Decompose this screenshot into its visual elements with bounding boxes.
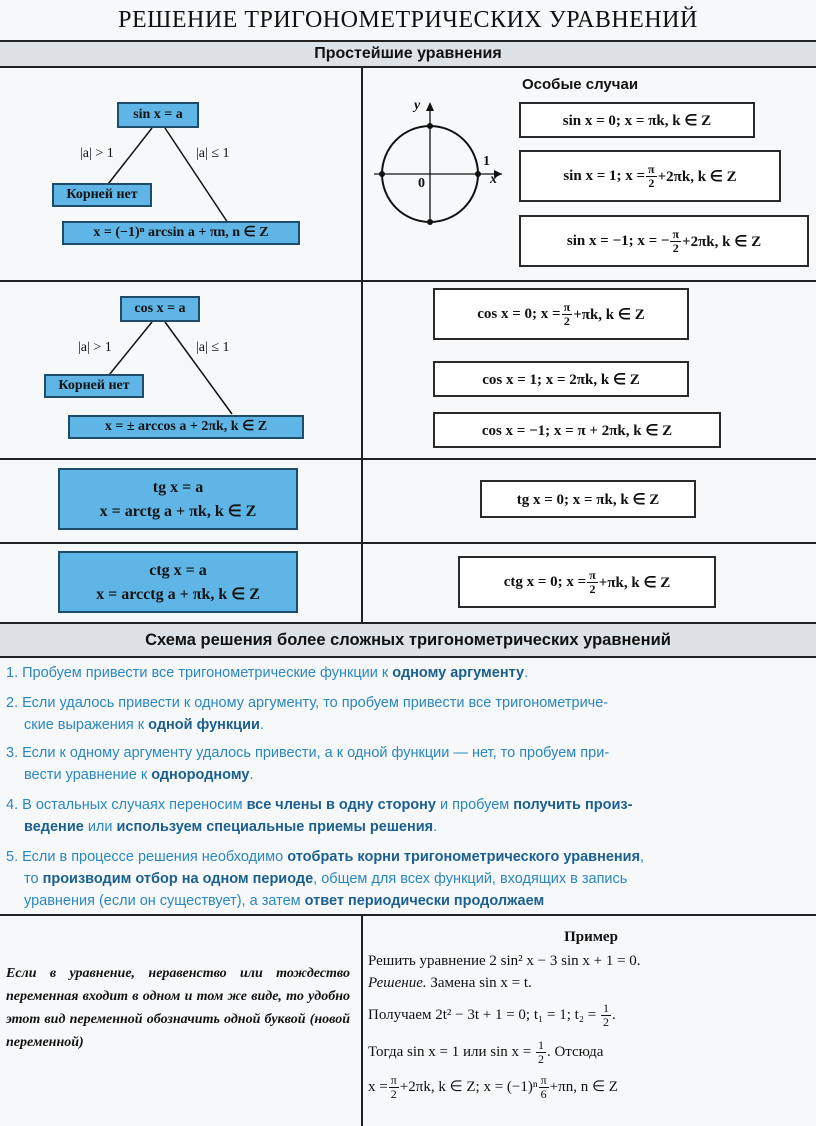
tg-equation: tg x = a xyxy=(152,479,204,496)
step-line xyxy=(6,714,806,736)
step-text: вести уравнение к xyxy=(24,767,152,783)
step-5 xyxy=(6,846,806,912)
example-text: Получаем 2t² − 3t + 1 = 0; t₁ = 1; t₂ = xyxy=(368,1006,597,1023)
y-axis-label: y xyxy=(414,98,421,113)
step-text: 3. Если к одному аргументу удалось привести, а к одной функции — нет, то пробуем при- xyxy=(6,745,610,761)
divider xyxy=(0,656,816,658)
sin-special-1-right: +2πk, k ∈ Z xyxy=(657,168,737,185)
one-label: 1 xyxy=(483,154,490,169)
cos-special-minus1 xyxy=(433,412,721,448)
tg-special xyxy=(480,480,696,518)
ctg-equation: ctg x = a xyxy=(149,562,207,579)
fraction xyxy=(536,1039,546,1066)
cos-special-minus1-text: cos x = −1; x = π + 2πk, k ∈ Z xyxy=(481,422,673,439)
step-text: или xyxy=(83,819,117,835)
step-text: . xyxy=(433,819,438,835)
step-text: уравнения (если он существует), а затем xyxy=(24,893,305,909)
column-divider xyxy=(361,914,363,1126)
step-emphasis: ведение xyxy=(24,819,84,835)
step-text: то xyxy=(24,871,43,887)
fraction-denominator: 2 xyxy=(672,240,679,255)
fraction xyxy=(601,1002,611,1029)
cos-special-1-text: cos x = 1; x = 2πk, k ∈ Z xyxy=(482,371,640,388)
sin-special-1-left: sin x = 1; x = xyxy=(563,167,646,184)
cos-right-condition: |a| ≤ 1 xyxy=(196,340,230,355)
example-line-5 xyxy=(368,1074,814,1101)
step-1 xyxy=(6,662,806,684)
sin-special-0 xyxy=(519,102,755,138)
step-text: , xyxy=(640,849,645,865)
step-emphasis: отобрать корни тригонометрического уравнения xyxy=(287,849,641,865)
fraction xyxy=(539,1074,549,1101)
fraction-numerator: π xyxy=(563,299,571,314)
example-line-3 xyxy=(368,1002,814,1029)
step-emphasis: используем специальные приемы решения xyxy=(116,819,434,835)
sin-tree-lines xyxy=(0,66,361,280)
fraction xyxy=(562,301,573,328)
section-heading-scheme: Схема решения более сложных тригонометрических уравнений xyxy=(0,624,816,656)
fraction xyxy=(670,228,681,255)
step-text: ские выражения к xyxy=(24,717,149,733)
fraction-denominator: 2 xyxy=(390,1087,397,1101)
page-title: РЕШЕНИЕ ТРИГОНОМЕТРИЧЕСКИХ УРАВНЕНИЙ xyxy=(118,7,698,33)
sin-special-minus1-left: sin x = −1; x = − xyxy=(566,232,670,249)
ctg-special xyxy=(458,556,716,608)
ctg-solution: x = arcctg a + πk, k ∈ Z xyxy=(96,586,260,603)
fraction-numerator: π xyxy=(540,1073,547,1087)
step-emphasis: одной функции xyxy=(148,717,260,733)
sin-right-condition: |a| ≤ 1 xyxy=(196,146,230,161)
step-emphasis: однородному xyxy=(151,767,250,783)
step-text: , общем для всех функций, входящих в запись xyxy=(313,871,628,887)
x-axis-label: x xyxy=(490,172,497,187)
divider xyxy=(0,458,816,460)
step-text: . xyxy=(249,767,254,783)
special-cases-title: Особые случаи xyxy=(522,76,639,93)
section-heading-simple: Простейшие уравнения xyxy=(0,42,816,66)
cos-no-roots-box: Корней нет xyxy=(44,374,144,398)
step-line xyxy=(6,794,806,816)
cos-solution-box: x = ± arccos a + 2πk, k ∈ Z xyxy=(68,415,304,439)
step-text: 2. Если удалось привести к одному аргументу, то пробуем привести все тригонометриче- xyxy=(6,695,609,711)
ctg-special-left: ctg x = 0; x = xyxy=(503,573,587,590)
step-emphasis: все члены в одну сторону xyxy=(246,797,436,813)
example-text: Тогда sin x = 1 или sin x = xyxy=(368,1043,532,1060)
sin-solution-box: x = (−1)ⁿ arcsin a + πn, n ∈ Z xyxy=(62,221,300,245)
fraction xyxy=(587,569,598,596)
sin-special-minus1 xyxy=(519,215,809,267)
step-line xyxy=(6,846,806,868)
step-text: 4. В остальных случаях переносим xyxy=(6,797,247,813)
fraction-numerator: π xyxy=(672,226,680,241)
tg-box xyxy=(58,468,298,530)
example-text: . Отсюда xyxy=(546,1043,604,1060)
fraction-denominator: 2 xyxy=(648,175,655,190)
fraction-numerator: π xyxy=(648,161,655,176)
period: . xyxy=(611,1006,616,1023)
sin-special-1 xyxy=(519,150,781,202)
step-line xyxy=(6,890,806,912)
sin-special-0-text: sin x = 0; x = πk, k ∈ Z xyxy=(562,112,712,129)
cos-equation-box: cos x = a xyxy=(120,296,200,322)
fraction-denominator: 6 xyxy=(540,1087,547,1101)
fraction-denominator: 2 xyxy=(589,581,596,596)
substitution-note: Если в уравнение, неравенство или тождество переменная входит в одном и том же виде, то удобно этот вид переменной обозначить одной буквой (новой переменной) xyxy=(6,966,350,1050)
fraction-denominator: 2 xyxy=(602,1015,609,1029)
fraction-numerator: 1 xyxy=(602,1001,609,1015)
example-text: Замена sin x = t. xyxy=(426,975,532,991)
fraction xyxy=(389,1074,399,1101)
example-text: x = xyxy=(368,1078,388,1095)
sin-equation-box: sin x = a xyxy=(117,102,199,128)
fraction-numerator: 1 xyxy=(537,1038,544,1052)
step-text: . xyxy=(524,665,529,681)
example-text: +2πk, k ∈ Z; x = (−1)ⁿ xyxy=(399,1078,538,1095)
column-divider xyxy=(361,66,363,622)
ctg-box xyxy=(58,551,298,613)
step-text: 1. Пробуем привести все тригонометрические функции к xyxy=(6,665,393,681)
step-line xyxy=(6,764,806,786)
step-text: . xyxy=(259,717,264,733)
fraction-denominator: 2 xyxy=(563,313,570,328)
cos-special-0-right: +πk, k ∈ Z xyxy=(573,306,645,323)
example-block xyxy=(368,926,814,1101)
divider xyxy=(0,914,816,916)
cos-special-0 xyxy=(433,288,689,340)
fraction-numerator: π xyxy=(589,567,596,582)
step-emphasis: производим отбор xyxy=(42,871,178,887)
step-emphasis: на одном периоде xyxy=(177,871,314,887)
example-solution-label: Решение. xyxy=(368,975,427,991)
step-line xyxy=(6,868,806,890)
example-line-2 xyxy=(368,972,814,994)
step-line xyxy=(6,816,806,838)
sin-special-minus1-right: +2πk, k ∈ Z xyxy=(682,233,762,250)
cos-special-1 xyxy=(433,361,689,397)
step-emphasis: ответ периодически продолжаем xyxy=(304,893,545,909)
cos-special-0-left: cos x = 0; x = xyxy=(477,305,561,322)
step-emphasis: одному аргументу xyxy=(392,665,525,681)
example-text: +πn, n ∈ Z xyxy=(549,1078,618,1095)
example-title: Пример xyxy=(564,929,618,945)
sin-no-roots-box: Корней нет xyxy=(52,183,152,207)
fraction xyxy=(646,163,657,190)
sin-left-condition: |a| > 1 xyxy=(80,146,114,161)
fraction-numerator: π xyxy=(390,1073,397,1087)
fraction-denominator: 2 xyxy=(537,1052,544,1066)
ctg-special-right: +πk, k ∈ Z xyxy=(598,574,671,591)
example-line-4 xyxy=(368,1039,814,1066)
divider xyxy=(0,542,816,544)
step-emphasis: получить произ- xyxy=(513,797,633,813)
step-text: и пробуем xyxy=(436,797,514,813)
step-3 xyxy=(6,742,806,786)
example-line-1: Решить уравнение 2 sin² x − 3 sin x + 1 = 0. xyxy=(368,953,641,969)
origin-label: 0 xyxy=(418,176,425,191)
step-text: 5. Если в процессе решения необходимо xyxy=(6,849,288,865)
step-2 xyxy=(6,692,806,736)
step-4 xyxy=(6,794,806,838)
tg-solution: x = arctg a + πk, k ∈ Z xyxy=(99,503,257,520)
tg-special-text: tg x = 0; x = πk, k ∈ Z xyxy=(516,491,660,508)
cos-left-condition: |a| > 1 xyxy=(78,340,112,355)
